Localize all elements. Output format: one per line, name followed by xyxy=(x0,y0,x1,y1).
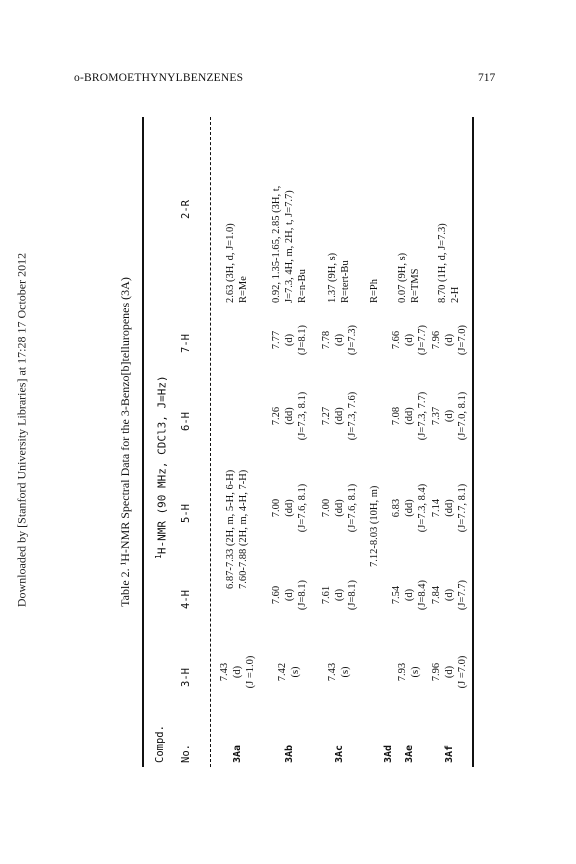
compound-id: 3Aa xyxy=(232,744,243,763)
cell-7h: 7.96 (d) (J=7.0) xyxy=(431,324,468,356)
cell-2r: 1.37 (9H, s) R=tert-Bu xyxy=(327,252,351,303)
cell-3h: 7.43 (s) xyxy=(327,662,351,682)
compound-id: 3Ac xyxy=(334,744,345,763)
cell-3h: 7.93 (s) xyxy=(397,662,421,682)
page-number: 717 xyxy=(478,72,496,84)
col-7h: 7-H xyxy=(180,334,192,353)
cell-span-aromatic: 7.12-8.03 (10H, m) xyxy=(369,485,380,567)
cell-2r: 0.92, 1.35-1.65, 2.85 (3H, t, J=7.3, 4H, m, 2H, t, J=7.7) R=n-Bu xyxy=(271,185,308,303)
cell-2r: 8.70 (1H, d, J=7.3) 2-H xyxy=(437,223,461,303)
cell-7h: 7.66 (d) (J=7.7) xyxy=(391,324,428,356)
col-6h: 6-H xyxy=(180,412,192,431)
compound-id: 3Ae xyxy=(404,744,415,763)
cell-span-5h-6h: 6.87-7.33 (2H, m, 5-H, 6-H) xyxy=(225,469,236,589)
col-3h: 3-H xyxy=(180,668,192,687)
cell-5h: 7.00 (dd) (J=7.6, 8.1) xyxy=(271,483,308,533)
cell-span-4h-7h: 7.60-7.88 (2H, m, 4-H, 7-H) xyxy=(238,469,249,589)
compound-id: 3Ab xyxy=(284,744,295,763)
cell-7h: 7.77 (d) (J=8.1) xyxy=(271,324,308,356)
cell-3h: 7.96 (d) (J =7.0) xyxy=(431,655,468,689)
nmr-header: $^1$H-NMR (90 MHz, CDCl3, J=Hz) xyxy=(154,375,169,559)
cell-2r: 2.63 (3H, d, J=1.0) R=Me xyxy=(225,223,249,303)
cell-6h: 7.26 (dd) (J=7.3, 8.1) xyxy=(271,391,308,441)
cell-4h: 7.61 (d) (J=8.1) xyxy=(321,579,358,611)
download-notice: Downloaded by [Stanford University Libraries] at 17:28 17 October 2012 xyxy=(14,252,29,608)
running-title: o-BROMOETHYNYLBENZENES xyxy=(74,72,244,84)
cell-4h: 7.84 (d) (J=7.7) xyxy=(431,579,468,611)
compound-id: 3Af xyxy=(444,744,455,763)
cell-2r: 0.07 (9H, s) R=TMS xyxy=(397,252,421,303)
bottom-rule xyxy=(472,117,474,767)
table-caption: Table 2. ¹H-NMR Spectral Data for the 3-Benzo[b]telluropenes (3A) xyxy=(118,277,132,607)
cell-3h: 7.43 (d) (J =1.0) xyxy=(219,655,256,689)
col-5h: 5-H xyxy=(180,504,192,523)
cell-4h: 7.54 (d) (J=8.4) xyxy=(391,579,428,611)
compound-id: 3Ad xyxy=(383,744,394,763)
top-rule xyxy=(142,117,144,767)
col-no-label: No. xyxy=(180,744,192,763)
col-2r: 2-R xyxy=(180,200,192,219)
cell-5h: 7.00 (dd) (J=7.6, 8.1) xyxy=(321,483,358,533)
cell-4h: 7.60 (d) (J=8.1) xyxy=(271,579,308,611)
cell-2r: R=Ph xyxy=(369,278,380,303)
header-rule xyxy=(210,117,211,767)
col-4h: 4-H xyxy=(180,590,192,609)
cell-7h: 7.78 (d) (J=7.3) xyxy=(321,324,358,356)
cell-6h: 7.08 (dd) (J=7.3, 7.7) xyxy=(391,391,428,441)
cell-3h: 7.42 (s) xyxy=(277,662,301,682)
col-compd-label: Compd. xyxy=(154,725,166,763)
cell-6h: 7.27 (dd) (J=7.3, 7.6) xyxy=(321,391,358,441)
rotated-table xyxy=(118,117,478,767)
cell-5h: 7.14 (dd) (J=7.7, 8.1) xyxy=(431,483,468,533)
cell-5h: 6.83 (dd) (J=7.3, 8.4) xyxy=(391,483,428,533)
cell-6h: 7.37 (d) (J=7.0, 8.1) xyxy=(431,391,468,441)
